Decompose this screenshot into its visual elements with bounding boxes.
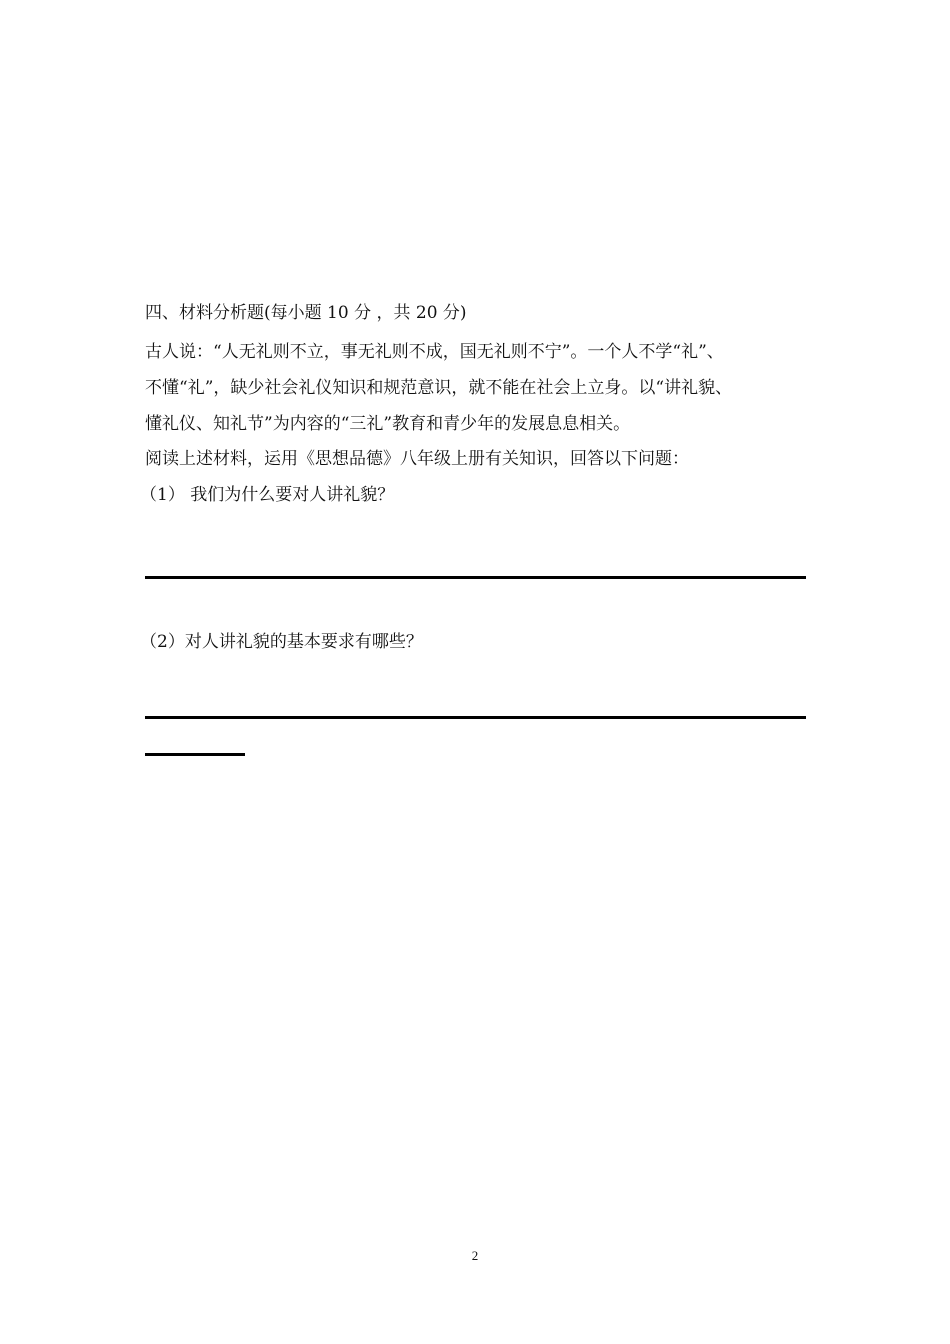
material-line-1: 古人说：“人无礼则不立，事无礼则不成，国无礼则不宁”。一个人不学“礼”、 xyxy=(145,342,724,362)
answer-line-1 xyxy=(145,576,806,579)
material-line-3: 懂礼仪、知礼节”为内容的“三礼”教育和青少年的发展息息相关。 xyxy=(145,414,631,434)
section-heading: 四、材料分析题(每小题 10 分 ，共 20 分) xyxy=(145,303,467,323)
question-2: （2）对人讲礼貌的基本要求有哪些？ xyxy=(140,632,423,652)
instruction-text: 阅读上述材料，运用《思想品德》八年级上册有关知识，回答以下问题： xyxy=(145,449,689,469)
material-line-2: 不懂“礼”，缺少社会礼仪知识和规范意识，就不能在社会上立身。以“讲礼貌、 xyxy=(145,378,733,398)
answer-line-3 xyxy=(145,753,245,756)
question-1: （1） 我们为什么要对人讲礼貌？ xyxy=(140,485,395,505)
answer-line-2 xyxy=(145,716,806,719)
page-number: 2 xyxy=(471,1248,479,1263)
